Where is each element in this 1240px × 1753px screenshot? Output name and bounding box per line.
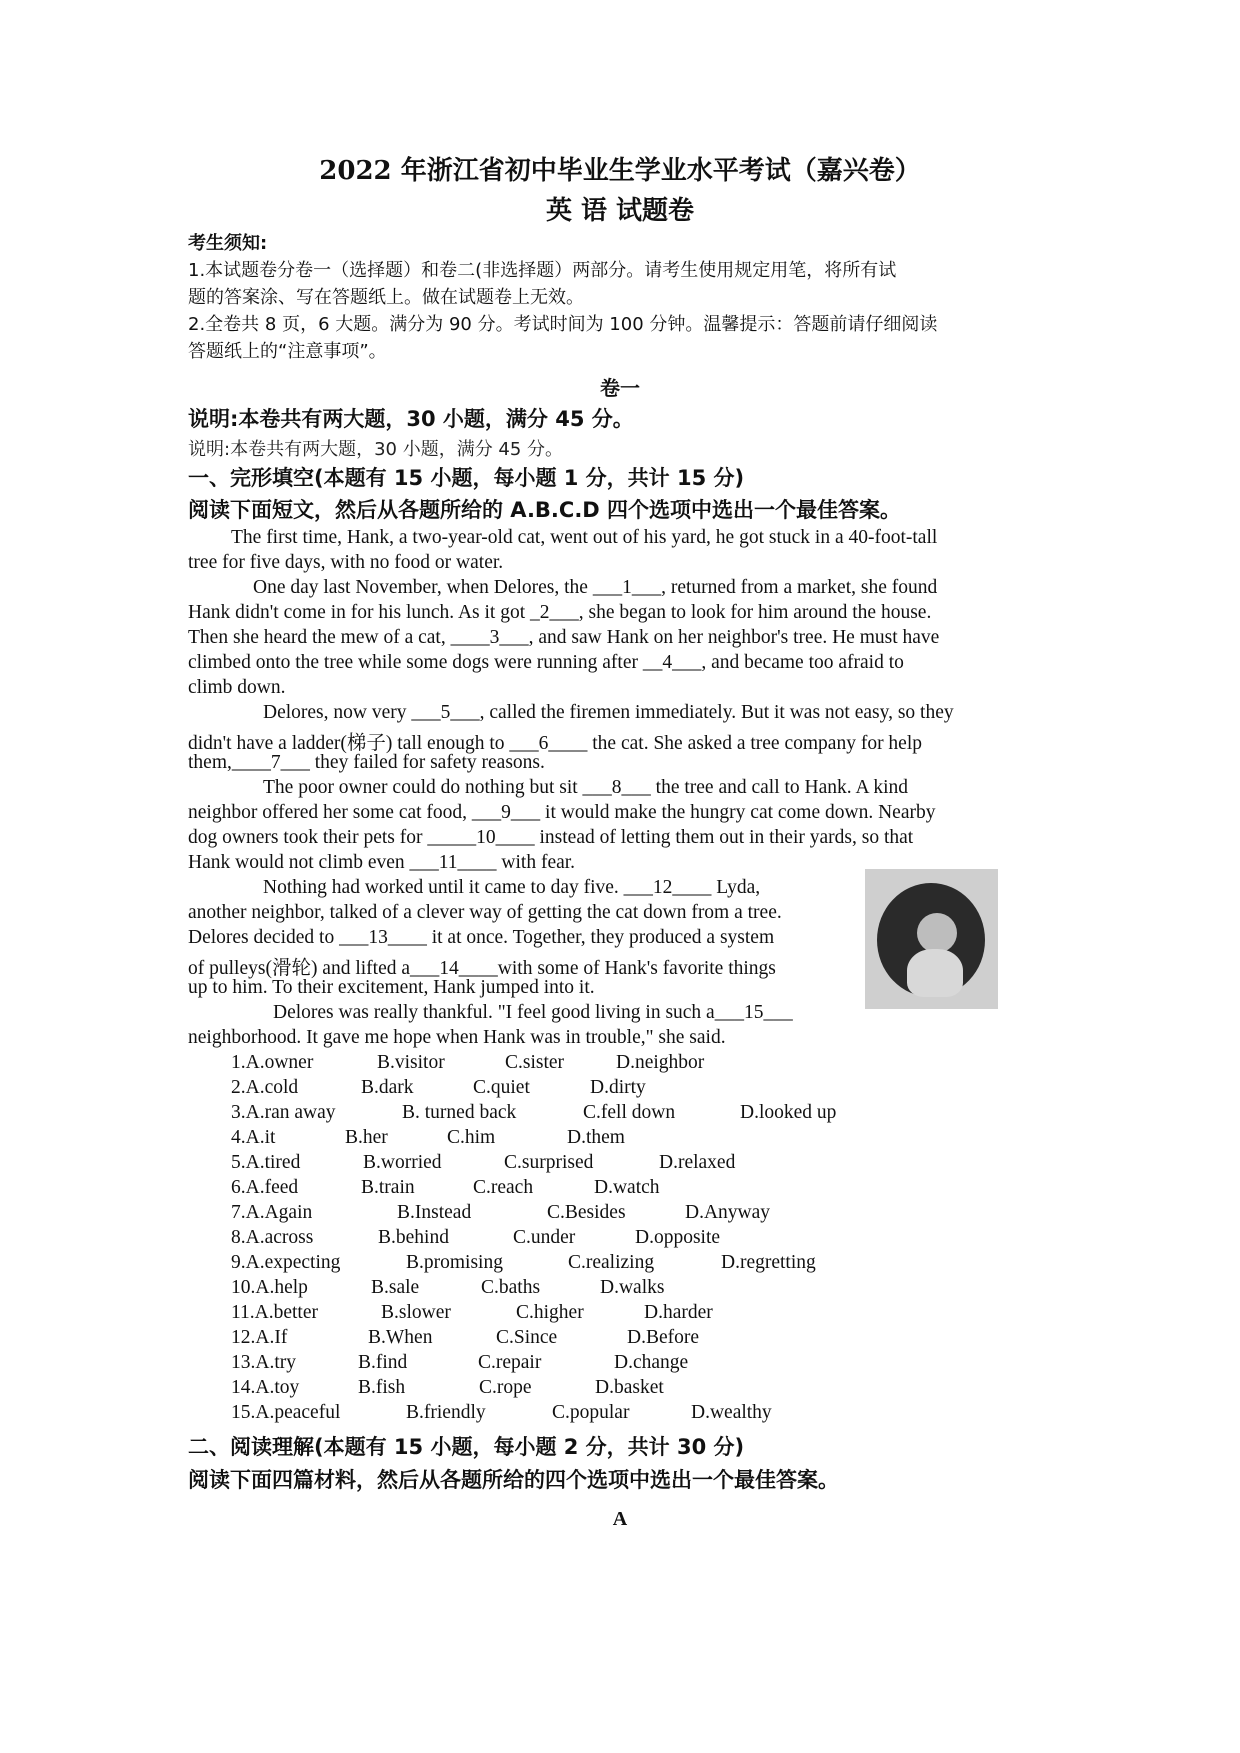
passage-line: climb down. [188, 677, 286, 698]
exam-subtitle: 英 语 试题卷 [545, 196, 695, 226]
blank-10: _____10____ [427, 827, 535, 848]
passage-line: neighborhood. It gave me hope when Hank was in trouble," she said. [188, 1027, 726, 1048]
passage-line: The first time, Hank, a two-year-old cat, went out of his yard, he got stuck in a 40-foot-tall [231, 527, 938, 548]
notice-line: 2.全卷共 8 页，6 大题。满分为 90 分。考试时间为 100 分钟。温馨提示：答题前请仔细阅读 [188, 314, 938, 335]
cat-portrait-image [865, 869, 998, 1009]
blank-14: ___14____ [410, 958, 498, 979]
blank-15: ___15___ [714, 1002, 793, 1023]
passage-line: didn't have a ladder(梯子) tall enough to ___6____ the cat. She asked a tree company for help [188, 733, 923, 754]
passage-line: up to him. To their excitement, Hank jumped into it. [188, 977, 595, 998]
passage-a-label: A [612, 1508, 628, 1530]
blank-11: ___11____ [409, 852, 497, 873]
blank-5: ___5___ [411, 702, 480, 723]
passage-line: The poor owner could do nothing but sit ___8___ the tree and call to Hank. A kind [263, 777, 909, 798]
passage-line: One day last November, when Delores, the ___1___, returned from a market, she found [253, 577, 938, 598]
part-note-plain: 说明:本卷共有两大题，30 小题，满分 45 分。 [188, 439, 564, 460]
notice-line: 答题纸上的“注意事项”。 [188, 341, 387, 362]
passage-line: tree for five days, with no food or water. [188, 552, 504, 573]
blank-13: ___13____ [339, 927, 427, 948]
section1-instruction: 阅读下面短文，然后从各题所给的 A.B.C.D 四个选项中选出一个最佳答案。 [188, 498, 902, 522]
passage-line: them,____7___ they failed for safety reasons. [188, 752, 545, 773]
passage-line: climbed onto the tree while some dogs were running after __4___, and became too afraid to [188, 652, 904, 673]
passage-line: Delores, now very ___5___, called the firemen immediately. But it was not easy, so they [263, 702, 954, 723]
passage-line: Delores decided to ___13____ it at once. Together, they produced a system [188, 927, 775, 948]
passage-line: dog owners took their pets for _____10____ instead of letting them out in their yards, so that [188, 827, 914, 848]
blank-12: ___12____ [623, 877, 712, 898]
passage-line: Hank didn't come in for his lunch. As it got _2___, she began to look for him around the house. [188, 602, 932, 623]
part-note-bold: 说明:本卷共有两大题，30 小题，满分 45 分。 [188, 407, 634, 431]
notice-line: 题的答案涂、写在答题纸上。做在试题卷上无效。 [188, 287, 584, 308]
exam-page: 2022 年浙江省初中毕业生学业水平考试（嘉兴卷） 英 语 试题卷 考生须知: 1.本试题卷分卷一（选择题）和卷二(非选择题）两部分。请考生使用规定用笔，将所有试 题的答案涂、写在答题纸上。做在试题卷上无效。 2.全卷共 8 页，6 大题。满分为 90 分。考试时间为 100 分钟。温馨提示：答题前请仔细阅读 答题纸上的“注意事项”。 卷一 说明:本卷共有两大题，30 小题，满分 45 分。 说明:本卷共有两大题，30 小题，满分 45 分。 一、完形填空(本题有 15 小题，每小题 1 分，共计 15 分) 阅读下面短文，然后从各题所给的 A.B.C.D 四个选项中选出一个最佳答案。 The first time, Hank, a two-year-old cat, went out of his yard, he got stuck in a 40-foot-tall tree for five days, with no food or water. One day last November, when Delores, the ___1___, returned from a market, she found Hank didn't come in for his lunch. As it got _2___, she began to look for him around the house. Then she heard the mew of a cat, ____3___, and saw Hank on her neighbor's tree. He must have climbed onto the tree while some dogs were running after __4___, and became too afraid to climb down. Delores, now very ___5___, called the firemen immediately. But it was not easy, so they didn't have a ladder(梯子) tall enough to ___6____ the cat. She asked a tree company for help them,____7___ they failed for safety reasons. The poor owner could do nothing but sit ___8___ the tree and call to Hank. A kind neighbor offered her some cat food, ___9___ it would make the hungry cat come down. Nearby dog owners took their pets for _____10____ instead of letting them out in their yards, so that Hank would not climb even ___11____ with fear. Nothing had worked until it came to day five. ___12____ Lyda, another neighbor, talked of a clever way of getting the cat down from a tree. Delores decided to ___13____ it at once. Together, they produced a system of pulleys(滑轮) and lifted a___14____with some of Hank's favorite things up to him. To their excitement, Hank jumped into it. Delores was really thankful. "I feel good living in such a___15___ neighborhood. It gave me hope when Hank was in trouble," she said. 1.A.owner B.visitor C.sister D.neighbor 2.A.cold B.dark C.quiet D.dirty 3.A.ran away B. turned back C.fell down D.looked up 4.A.it B.her C.him D.them 5.A.tired B.worried C.surprised D.relaxed 6.A.feed B.train C.reach D.watch 7.A.Again B.Instead C.Besides D.Anyway 8.A.across B.behind C.under D.opposite 9.A.expecting B.promising C.realizing D.regretting 10.A.help B.sale C.baths D.walks 11.A.better B.slower C.higher D.harder 12.A.If B.When C.Since D.Before 13.A.try B.find C.repair D.change 14.A.toy B.fish C.rope D.basket 15.A.peaceful B.friendly C.popular D.wealthy 二、阅读理解(本题有 15 小题，每小题 2 分，共计 30 分) 阅读下面四篇材料，然后从各题所给的四个选项中选出一个最佳答案。 A [0, 0, 1240, 1753]
portrait-face [917, 913, 957, 953]
notice-heading: 考生须知: [188, 233, 268, 254]
blank-3: ____3___ [450, 627, 529, 648]
blank-4: __4___ [642, 652, 702, 673]
blank-9: ___9___ [471, 802, 541, 823]
passage-line: Hank would not climb even ___11____ with fear. [188, 852, 576, 873]
passage-line: Then she heard the mew of a cat, ____3___, and saw Hank on her neighbor's tree. He must have [188, 627, 940, 648]
section2-instruction: 阅读下面四篇材料，然后从各题所给的四个选项中选出一个最佳答案。 [188, 1468, 839, 1492]
part-label: 卷一 [600, 376, 640, 400]
passage-line: neighbor offered her some cat food, ___9___ it would make the hungry cat come down. Nearby [188, 802, 936, 823]
passage-line: another neighbor, talked of a clever way of getting the cat down from a tree. [188, 902, 782, 923]
notice-line: 1.本试题卷分卷一（选择题）和卷二(非选择题）两部分。请考生使用规定用笔，将所有试 [188, 260, 897, 281]
blank-6: ___6____ [509, 733, 588, 754]
blank-1: ___1___ [592, 577, 662, 598]
section2-heading: 二、阅读理解(本题有 15 小题，每小题 2 分，共计 30 分) [188, 1435, 745, 1459]
exam-title: 2022 年浙江省初中毕业生学业水平考试（嘉兴卷） [319, 156, 921, 186]
blank-2: _2___ [530, 602, 579, 623]
passage-line: of pulleys(滑轮) and lifted a___14____with some of Hank's favorite things [188, 958, 776, 979]
section1-heading: 一、完形填空(本题有 15 小题，每小题 1 分，共计 15 分) [188, 466, 745, 490]
blank-7: ____7___ [231, 752, 310, 773]
passage-line: Nothing had worked until it came to day five. ___12____ Lyda, [263, 877, 761, 898]
blank-8: ___8___ [582, 777, 651, 798]
portrait-oval [877, 883, 985, 997]
passage-line: Delores was really thankful. "I feel good living in such a___15___ [273, 1002, 793, 1023]
portrait-cat [907, 949, 963, 997]
